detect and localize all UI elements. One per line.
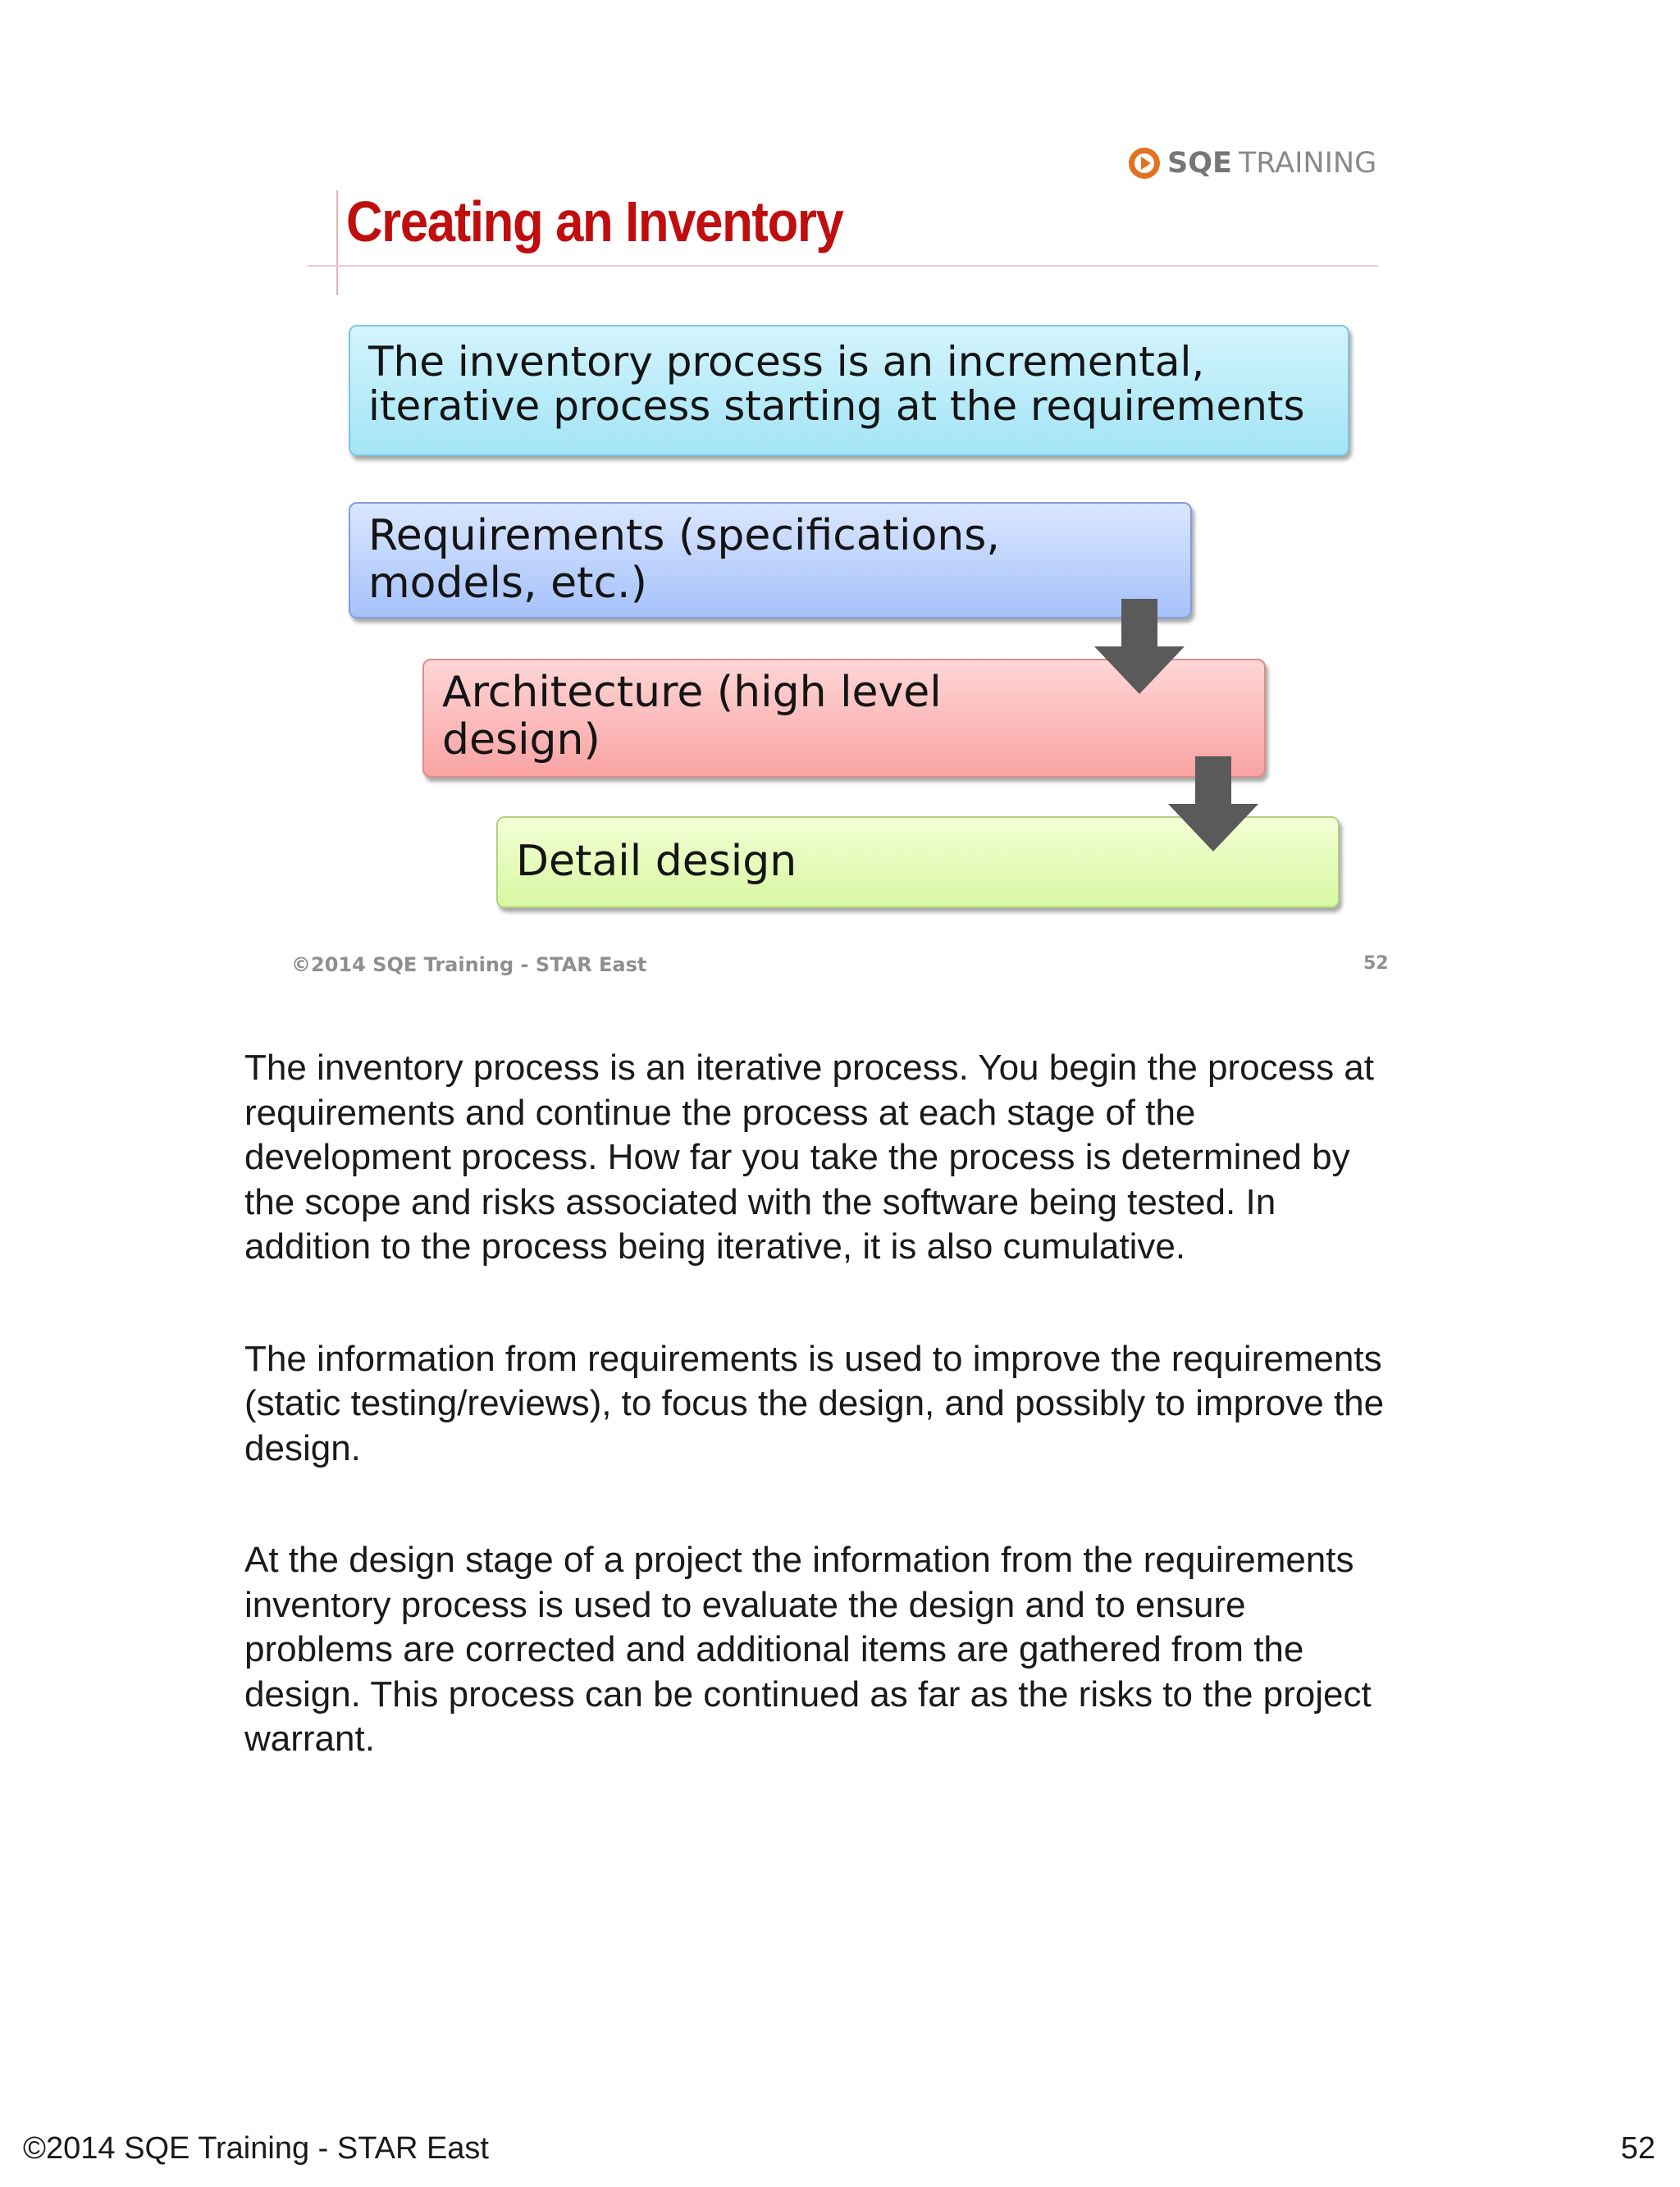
- notes-line: warrant.: [244, 1719, 375, 1759]
- notes-line: The inventory process is an iterative process. You begin the process at: [244, 1048, 1374, 1088]
- step-line: Requirements (specifications,: [368, 511, 1000, 560]
- notes-line: At the design stage of a project the information from the requirements: [244, 1540, 1354, 1580]
- step-line: models, etc.): [368, 559, 647, 608]
- notes-line: problems are corrected and additional items are gathered from the: [244, 1629, 1304, 1669]
- intro-box-line: iterative process starting at the requirements: [368, 382, 1305, 430]
- notes-paragraph: [244, 1538, 1442, 1762]
- notes-text: [244, 1046, 1442, 1829]
- intro-box-line: The inventory process is an incremental,: [368, 338, 1205, 386]
- notes-line: design. This process can be continued as far as the risks to the project: [244, 1673, 1372, 1714]
- notes-line: the scope and risks associated with the software being tested. In: [244, 1181, 1276, 1222]
- sqe-training-logo: [1128, 143, 1376, 184]
- step-line: Detail design: [516, 837, 797, 886]
- logo-brand-light: TRAINING: [1238, 147, 1377, 180]
- intro-box-text: [368, 340, 1333, 428]
- notes-line: addition to the process being iterative, it is also cumulative.: [244, 1226, 1186, 1267]
- title-divider-horizontal: [308, 265, 1378, 267]
- notes-line: development process. How far you take the process is determined by: [244, 1137, 1350, 1177]
- step-line: Architecture (high level: [442, 668, 942, 717]
- slide-footer-page-number: 52: [1363, 953, 1389, 974]
- title-divider-vertical: [336, 190, 338, 295]
- notes-line: design.: [244, 1427, 361, 1468]
- notes-paragraph: [244, 1337, 1442, 1472]
- slide-title: Creating an Inventory: [346, 189, 843, 253]
- page-footer-copyright: ©2014 SQE Training - STAR East: [23, 2131, 489, 2166]
- step-requirements-text: [368, 512, 1176, 607]
- notes-line: (static testing/reviews), to focus the design, and possibly to improve the: [244, 1383, 1385, 1423]
- page-footer-page-number: 52: [1620, 2131, 1655, 2166]
- arrow-down-icon: [1091, 599, 1188, 696]
- slide-image: [287, 131, 1389, 993]
- notes-line: The information from requirements is used to improve the requirements: [244, 1338, 1382, 1379]
- play-circle-icon: [1128, 147, 1161, 180]
- slide-footer-copyright: ©2014 SQE Training - STAR East: [291, 953, 647, 976]
- step-requirements: [349, 502, 1192, 619]
- step-line: design): [442, 715, 600, 765]
- intro-box: [349, 325, 1349, 456]
- notes-paragraph: [244, 1046, 1442, 1270]
- notes-line: requirements and continue the process at each stage of the: [244, 1092, 1196, 1133]
- arrow-down-icon: [1165, 756, 1262, 853]
- notes-line: inventory process is used to evaluate the design and to ensure: [244, 1584, 1246, 1625]
- logo-brand-bold: SQE: [1167, 147, 1232, 180]
